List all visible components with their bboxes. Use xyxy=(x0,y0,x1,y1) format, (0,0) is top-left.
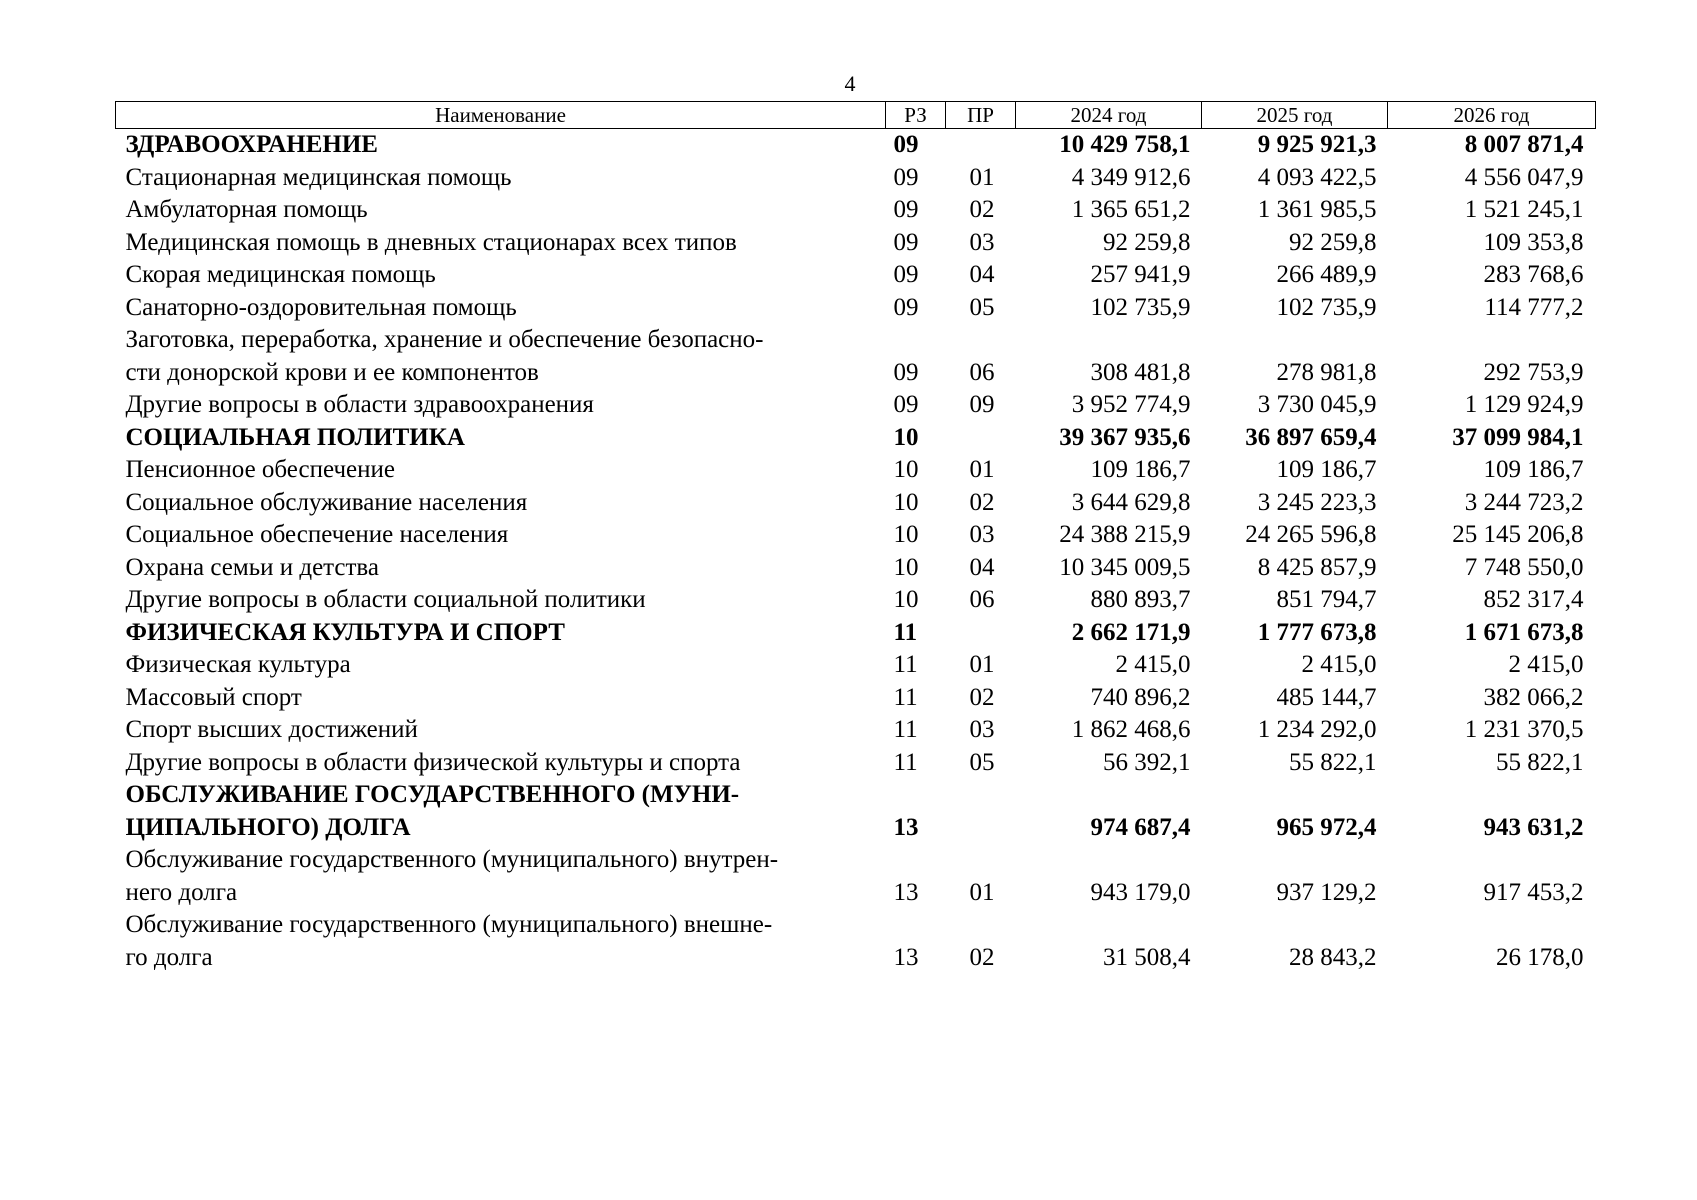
row-pr: 02 xyxy=(969,488,995,516)
table-row xyxy=(116,292,1596,325)
row-name-line: Другие вопросы в области социальной политики xyxy=(125,586,646,613)
row-name xyxy=(116,162,886,195)
row-2026: 55 822,1 xyxy=(1496,748,1584,776)
section-row xyxy=(116,129,1596,162)
row-2026: 114 777,2 xyxy=(1484,293,1584,321)
row-rz: 10 xyxy=(893,488,919,516)
table-row xyxy=(116,552,1596,585)
row-name-line: Заготовка, переработка, хранение и обеспечение безопасно- xyxy=(125,326,764,353)
row-name xyxy=(116,747,886,780)
table-row xyxy=(116,389,1596,422)
row-name-line: Другие вопросы в области физической культуры и спорта xyxy=(125,748,741,776)
row-pr: 01 xyxy=(969,651,995,678)
row-2024: 880 893,7 xyxy=(1090,586,1191,613)
row-2024: 102 735,9 xyxy=(1090,293,1191,321)
row-2024: 2 662 171,9 xyxy=(1071,618,1191,646)
row-2025: 937 129,2 xyxy=(1276,878,1377,906)
row-name-line: ЗДРАВООХРАНЕНИЕ xyxy=(125,131,378,158)
row-2024: 2 415,0 xyxy=(1115,651,1191,678)
section-row xyxy=(116,422,1596,455)
row-rz: 11 xyxy=(893,683,918,711)
row-2024: 1 862 468,6 xyxy=(1071,716,1191,743)
table-row xyxy=(116,454,1596,487)
row-name-line: Спорт высших достижений xyxy=(125,716,418,743)
row-name-line: Санаторно-оздоровительная помощь xyxy=(125,293,517,321)
row-rz: 09 xyxy=(893,391,919,418)
row-2026: 3 244 723,2 xyxy=(1464,488,1584,516)
row-name xyxy=(116,519,886,552)
row-name-line: ФИЗИЧЕСКАЯ КУЛЬТУРА И СПОРТ xyxy=(125,618,565,646)
row-rz: 10 xyxy=(893,521,919,548)
row-name xyxy=(116,779,886,844)
row-rz: 10 xyxy=(893,553,919,581)
row-name-line: Физическая культура xyxy=(125,651,351,678)
row-2026: 4 556 047,9 xyxy=(1464,163,1584,191)
row-name-line: него долга xyxy=(125,878,238,906)
row-rz: 09 xyxy=(893,163,919,191)
row-rz: 11 xyxy=(893,748,918,776)
row-name xyxy=(116,422,886,455)
row-rz: 11 xyxy=(893,618,918,646)
row-name-line: Другие вопросы в области здравоохранения xyxy=(125,391,594,418)
row-2026: 943 631,2 xyxy=(1483,813,1584,841)
row-2024: 3 644 629,8 xyxy=(1071,488,1191,516)
row-2025: 3 730 045,9 xyxy=(1257,391,1377,418)
row-pr: 01 xyxy=(969,163,995,191)
row-name-line: сти донорской крови и ее компонентов xyxy=(125,358,539,386)
row-name xyxy=(116,714,886,747)
row-name xyxy=(116,617,886,650)
row-name xyxy=(116,129,886,162)
row-2026: 109 353,8 xyxy=(1483,228,1584,256)
row-2025: 266 489,9 xyxy=(1276,261,1377,288)
row-2025: 1 234 292,0 xyxy=(1257,716,1377,743)
row-name-line: Обслуживание государственного (муниципального) внутрен- xyxy=(125,846,779,873)
row-2026: 2 415,0 xyxy=(1508,651,1584,678)
row-2024: 943 179,0 xyxy=(1090,878,1191,906)
row-2026: 8 007 871,4 xyxy=(1464,131,1584,158)
row-2024: 56 392,1 xyxy=(1103,748,1191,776)
row-name-line: го долга xyxy=(125,943,213,971)
row-rz: 09 xyxy=(893,358,919,386)
header-row xyxy=(116,102,1596,129)
table-row xyxy=(116,162,1596,195)
row-2024: 92 259,8 xyxy=(1103,228,1191,256)
table-row xyxy=(116,844,1596,909)
row-name xyxy=(116,389,886,422)
row-2026: 283 768,6 xyxy=(1483,261,1584,288)
row-2026: 852 317,4 xyxy=(1483,586,1584,613)
row-rz: 11 xyxy=(893,716,918,743)
row-name-line: Социальное обеспечение населения xyxy=(125,521,509,548)
row-2026: 25 145 206,8 xyxy=(1452,521,1584,548)
row-rz: 09 xyxy=(893,293,919,321)
row-name-line: Амбулаторная помощь xyxy=(125,196,368,223)
row-name xyxy=(116,454,886,487)
table-body xyxy=(116,129,1596,975)
table-row xyxy=(116,649,1596,682)
row-rz: 13 xyxy=(893,813,919,841)
table-row xyxy=(116,227,1596,260)
header-name: Наименование xyxy=(116,102,886,129)
table-row xyxy=(116,487,1596,520)
row-pr: 02 xyxy=(969,683,995,711)
row-name xyxy=(116,324,886,389)
page-number: 4 xyxy=(844,71,856,96)
row-pr xyxy=(946,617,1016,650)
row-2026: 292 753,9 xyxy=(1483,358,1584,386)
row-pr: 06 xyxy=(969,358,995,386)
table-row xyxy=(116,259,1596,292)
row-2025: 278 981,8 xyxy=(1276,358,1377,386)
row-name-line: Медицинская помощь в дневных стационарах всех типов xyxy=(125,228,737,256)
budget-table xyxy=(115,101,1596,974)
row-2025: 1 777 673,8 xyxy=(1257,618,1377,646)
row-rz: 10 xyxy=(893,423,919,451)
row-2024: 308 481,8 xyxy=(1090,358,1191,386)
table-row xyxy=(116,682,1596,715)
row-2026: 917 453,2 xyxy=(1483,878,1584,906)
row-2026: 1 671 673,8 xyxy=(1464,618,1584,646)
header-2024: 2024 год xyxy=(1016,102,1202,129)
row-rz: 11 xyxy=(893,651,918,678)
row-pr: 05 xyxy=(969,748,995,776)
row-2025: 851 794,7 xyxy=(1276,586,1377,613)
row-2026: 37 099 984,1 xyxy=(1452,423,1584,451)
row-2025: 4 093 422,5 xyxy=(1257,163,1377,191)
row-name xyxy=(116,552,886,585)
row-2025: 2 415,0 xyxy=(1301,651,1377,678)
row-2026: 1 231 370,5 xyxy=(1464,716,1584,743)
row-pr: 05 xyxy=(969,293,995,321)
row-2026: 26 178,0 xyxy=(1496,943,1584,971)
row-pr: 09 xyxy=(969,391,995,418)
row-2025: 8 425 857,9 xyxy=(1257,553,1377,581)
row-2024: 10 429 758,1 xyxy=(1059,131,1191,158)
row-name xyxy=(116,844,886,909)
row-2024: 4 349 912,6 xyxy=(1071,163,1191,191)
row-2025: 36 897 659,4 xyxy=(1245,423,1377,451)
row-name xyxy=(116,909,886,974)
table-row xyxy=(116,324,1596,389)
row-pr xyxy=(946,129,1016,162)
row-name-line: Охрана семьи и детства xyxy=(125,553,379,581)
row-name xyxy=(116,194,886,227)
row-2024: 257 941,9 xyxy=(1090,261,1191,288)
row-2024: 24 388 215,9 xyxy=(1059,521,1191,548)
table-row xyxy=(116,519,1596,552)
row-pr: 03 xyxy=(969,716,995,743)
row-pr xyxy=(946,779,1016,844)
row-2026: 382 066,2 xyxy=(1483,683,1584,711)
row-name-line: ОБСЛУЖИВАНИЕ ГОСУДАРСТВЕННОГО (МУНИ- xyxy=(125,781,740,808)
row-pr: 01 xyxy=(969,878,995,906)
row-2025: 9 925 921,3 xyxy=(1257,131,1377,158)
header-2026: 2026 год xyxy=(1388,102,1596,129)
row-2025: 965 972,4 xyxy=(1276,813,1377,841)
row-name xyxy=(116,259,886,292)
table-row xyxy=(116,909,1596,974)
row-name xyxy=(116,584,886,617)
row-2025: 102 735,9 xyxy=(1276,293,1377,321)
row-2026: 7 748 550,0 xyxy=(1464,553,1584,581)
row-2024: 39 367 935,6 xyxy=(1059,423,1191,451)
row-2024: 974 687,4 xyxy=(1090,813,1191,841)
row-rz: 09 xyxy=(893,261,919,288)
row-name xyxy=(116,649,886,682)
section-row xyxy=(116,617,1596,650)
row-2024: 1 365 651,2 xyxy=(1071,196,1191,223)
row-name-line: Скорая медицинская помощь xyxy=(125,261,436,288)
row-name-line: ЦИПАЛЬНОГО) ДОЛГА xyxy=(125,813,411,841)
row-name xyxy=(116,682,886,715)
header-2025: 2025 год xyxy=(1202,102,1388,129)
row-rz: 13 xyxy=(893,943,919,971)
row-2025: 109 186,7 xyxy=(1276,456,1377,483)
row-pr: 04 xyxy=(969,261,995,288)
section-row xyxy=(116,779,1596,844)
row-name xyxy=(116,487,886,520)
header-pr: ПР xyxy=(946,102,1016,129)
row-name-line: Социальное обслуживание населения xyxy=(125,488,528,516)
header-rz: РЗ xyxy=(886,102,946,129)
row-pr: 03 xyxy=(969,521,995,548)
row-2024: 31 508,4 xyxy=(1103,943,1191,971)
row-pr: 03 xyxy=(969,228,995,256)
row-rz: 09 xyxy=(893,131,919,158)
row-rz: 09 xyxy=(893,196,919,223)
table-header xyxy=(116,102,1596,129)
row-2026: 1 521 245,1 xyxy=(1464,196,1584,223)
row-2024: 3 952 774,9 xyxy=(1071,391,1191,418)
row-pr: 02 xyxy=(969,196,995,223)
row-pr: 04 xyxy=(969,553,995,581)
row-name xyxy=(116,227,886,260)
row-name-line: Стационарная медицинская помощь xyxy=(125,163,512,191)
row-2026: 109 186,7 xyxy=(1483,456,1584,483)
row-2025: 28 843,2 xyxy=(1289,943,1377,971)
row-name-line: Пенсионное обеспечение xyxy=(125,456,395,483)
row-name-line: Массовый спорт xyxy=(125,683,302,711)
row-name-line: СОЦИАЛЬНАЯ ПОЛИТИКА xyxy=(125,423,465,451)
row-2025: 24 265 596,8 xyxy=(1245,521,1377,548)
table-row xyxy=(116,714,1596,747)
table-row xyxy=(116,584,1596,617)
row-pr xyxy=(946,422,1016,455)
row-rz: 13 xyxy=(893,878,919,906)
row-2024: 740 896,2 xyxy=(1090,683,1191,711)
row-name xyxy=(116,292,886,325)
table-row xyxy=(116,747,1596,780)
row-pr: 02 xyxy=(969,943,995,971)
row-rz: 10 xyxy=(893,456,919,483)
row-2025: 485 144,7 xyxy=(1276,683,1377,711)
row-2025: 55 822,1 xyxy=(1289,748,1377,776)
row-name-line: Обслуживание государственного (муниципального) внешне- xyxy=(125,911,773,938)
row-pr: 06 xyxy=(969,586,995,613)
row-2025: 3 245 223,3 xyxy=(1257,488,1377,516)
row-2024: 109 186,7 xyxy=(1090,456,1191,483)
row-rz: 09 xyxy=(893,228,919,256)
row-2024: 10 345 009,5 xyxy=(1059,553,1191,581)
row-2025: 92 259,8 xyxy=(1289,228,1377,256)
row-rz: 10 xyxy=(893,586,919,613)
row-pr: 01 xyxy=(969,456,995,483)
table-row xyxy=(116,194,1596,227)
row-2026: 1 129 924,9 xyxy=(1464,391,1584,418)
row-2025: 1 361 985,5 xyxy=(1257,196,1377,223)
